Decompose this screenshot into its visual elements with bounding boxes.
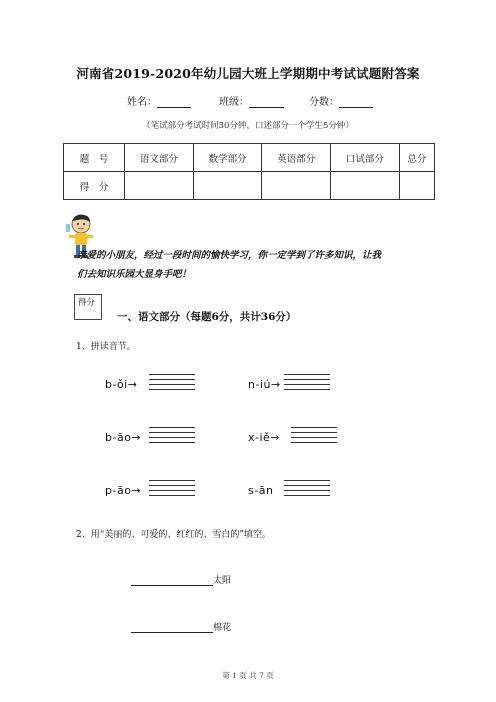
exam-note: （笔试部分考试时间30分钟，口述部分一个学生5分钟） <box>142 121 354 131</box>
fill-item-word: 棉花 <box>213 623 232 633</box>
score-cell[interactable] <box>331 172 400 200</box>
writing-lines[interactable] <box>149 427 195 447</box>
score-box[interactable] <box>74 294 102 320</box>
table-header-cell: 数学部分 <box>193 144 262 172</box>
score-table <box>63 143 435 200</box>
fill-item <box>131 573 231 586</box>
score-box-label: 得分 <box>78 298 96 308</box>
name-blank[interactable] <box>157 96 191 108</box>
pinyin-item: n-iú→ <box>248 378 281 391</box>
pinyin-item: s-ān <box>248 484 274 497</box>
score-cell[interactable] <box>399 172 434 200</box>
fill-blank[interactable] <box>131 576 213 586</box>
score-cell[interactable] <box>193 172 262 200</box>
class-label: 班级： <box>219 97 249 108</box>
table-row-label: 得 分 <box>64 172 125 200</box>
writing-lines[interactable] <box>149 480 195 500</box>
table-header-cell: 题 号 <box>64 144 125 172</box>
intro-text-line2: 们去知识乐园大显身手吧！ <box>77 269 192 280</box>
table-row <box>64 172 435 200</box>
name-label: 姓名： <box>127 97 157 108</box>
intro-text: 亲爱的小朋友，经过一段时间的愉快学习，你一定学到了许多知识，让我 <box>77 250 382 261</box>
table-header-cell: 英语部分 <box>262 144 331 172</box>
table-header-cell: 总分 <box>399 144 434 172</box>
score-blank[interactable] <box>339 96 373 108</box>
fill-item <box>131 620 231 633</box>
page-footer: 第 1 页 共 7 页 <box>222 671 274 680</box>
section-heading: 一、语文部分（每题6分，共计36分） <box>117 311 297 323</box>
class-field <box>219 93 284 108</box>
table-header-cell: 口试部分 <box>331 144 400 172</box>
writing-lines[interactable] <box>284 374 330 394</box>
pinyin-item: b-āo→ <box>105 431 142 444</box>
page-title: 河南省2019-2020年幼儿园大班上学期期中考试试题附答案 <box>76 66 420 81</box>
fill-blank[interactable] <box>131 623 213 633</box>
table-header-cell: 语文部分 <box>125 144 194 172</box>
writing-lines[interactable] <box>149 374 195 394</box>
pinyin-item: x-iě→ <box>248 431 281 444</box>
pinyin-item: p-āo→ <box>105 484 142 497</box>
score-cell[interactable] <box>125 172 194 200</box>
question-1: 1、拼读音节。 <box>76 342 136 352</box>
score-field <box>309 93 373 108</box>
pinyin-item: b-ǒi→ <box>105 378 138 391</box>
question-2: 2、用“美丽的、可爱的、红红的、雪白的”填空。 <box>76 530 271 540</box>
class-blank[interactable] <box>249 96 284 108</box>
writing-lines[interactable] <box>291 427 337 447</box>
table-row <box>64 144 435 172</box>
score-cell[interactable] <box>262 172 331 200</box>
writing-lines[interactable] <box>284 480 330 500</box>
name-field <box>127 93 191 108</box>
fill-item-word: 太阳 <box>213 576 232 586</box>
score-label: 分数： <box>309 97 339 108</box>
